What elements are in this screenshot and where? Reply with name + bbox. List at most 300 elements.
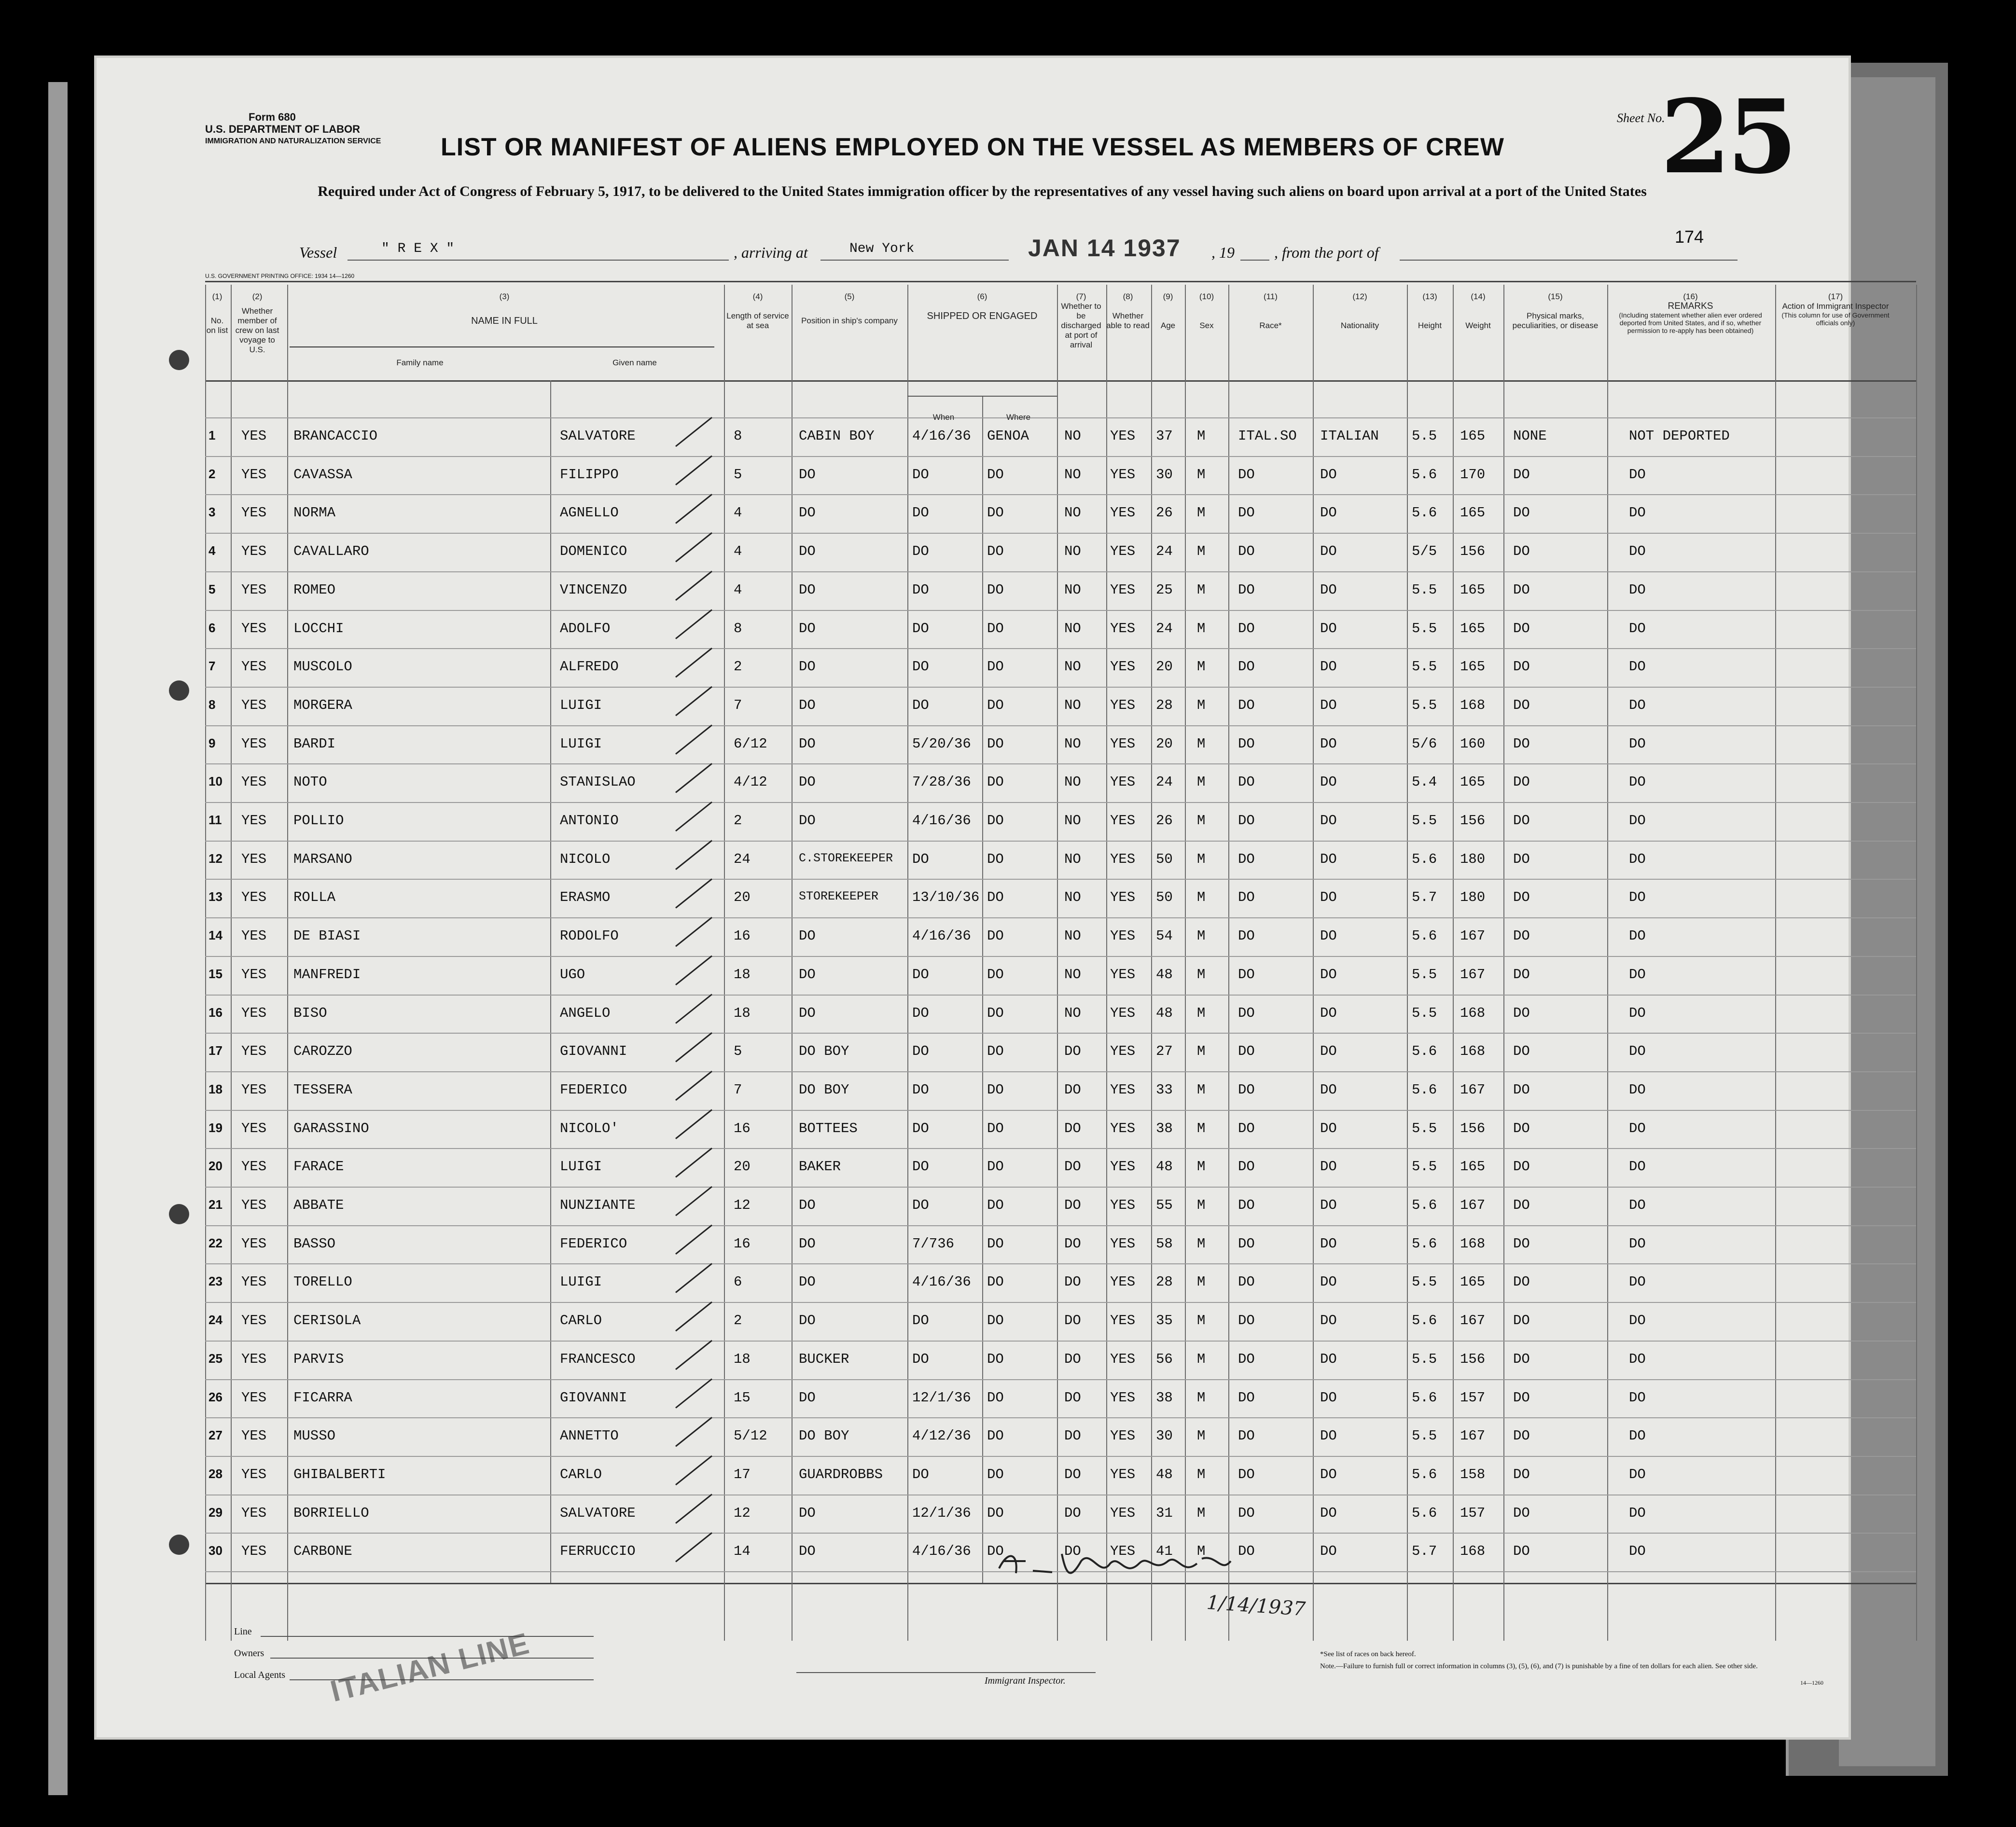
row-number: 26 <box>209 1389 222 1404</box>
tick-mark <box>676 610 712 639</box>
remarks-cell: DO <box>1629 1197 1646 1213</box>
tick-mark <box>676 841 712 870</box>
shipped-where-cell: DO <box>987 1466 1004 1482</box>
shipped-where-cell: DO <box>987 966 1004 983</box>
family-name-cell: MANFREDI <box>293 966 361 983</box>
col11-header: (11) Race* <box>1259 292 1282 330</box>
row-number: 22 <box>209 1235 222 1250</box>
shipped-where-cell: DO <box>987 1389 1004 1406</box>
read-cell: YES <box>1110 928 1136 944</box>
row-number: 27 <box>209 1428 222 1443</box>
discharged-cell: DO <box>1064 1313 1081 1329</box>
where-header: Where <box>1006 413 1031 422</box>
position-cell: DO <box>799 1005 816 1021</box>
given-name-cell: FRANCESCO <box>560 1351 636 1367</box>
col8-header: (8) Whether able to read <box>1106 292 1150 330</box>
family-name-cell: GARASSINO <box>293 1120 369 1136</box>
discharged-cell: NO <box>1064 774 1081 790</box>
sex-cell: M <box>1197 466 1206 483</box>
given-name-cell: ANTONIO <box>560 813 619 829</box>
remarks-cell: DO <box>1629 851 1646 867</box>
remarks-cell: DO <box>1629 1005 1646 1021</box>
family-name-cell: ABBATE <box>293 1197 344 1213</box>
read-cell: YES <box>1110 1159 1136 1175</box>
when-header: When <box>932 413 955 422</box>
discharged-cell: NO <box>1064 966 1081 983</box>
position-cell: DO BOY <box>799 1081 849 1098</box>
service-name: IMMIGRATION AND NATURALIZATION SERVICE <box>205 137 381 145</box>
age-cell: 35 <box>1156 1313 1173 1329</box>
position-cell: DO <box>799 1274 816 1290</box>
tick-mark <box>676 456 712 485</box>
read-cell: YES <box>1110 1505 1136 1521</box>
weight-cell: 165 <box>1460 581 1486 598</box>
read-cell: YES <box>1110 466 1136 483</box>
weight-cell: 167 <box>1460 966 1486 983</box>
marks-cell: DO <box>1513 1274 1530 1290</box>
remarks-cell: DO <box>1629 1159 1646 1175</box>
shipped-when-cell: 7/736 <box>912 1235 955 1252</box>
family-name-cell: CAROZZO <box>293 1043 352 1060</box>
sex-cell: M <box>1197 1197 1206 1213</box>
height-cell: 5.5 <box>1412 1159 1437 1175</box>
shipped-when-cell: DO <box>912 1081 929 1098</box>
family-name-cell: POLLIO <box>293 813 344 829</box>
family-name-cell: FARACE <box>293 1159 344 1175</box>
read-cell: YES <box>1110 1043 1136 1060</box>
row-number: 14 <box>209 928 222 943</box>
remarks-cell: DO <box>1629 928 1646 944</box>
shipped-where-cell: DO <box>987 851 1004 867</box>
service-cell: 4/12 <box>734 774 767 790</box>
read-cell: YES <box>1110 543 1136 560</box>
read-cell: YES <box>1110 659 1136 675</box>
nationality-cell: DO <box>1320 581 1337 598</box>
remarks-cell: DO <box>1629 1120 1646 1136</box>
department-name: U.S. DEPARTMENT OF LABOR <box>205 123 361 135</box>
read-cell: YES <box>1110 581 1136 598</box>
tick-mark <box>676 1379 712 1408</box>
binder-edge <box>48 82 68 1795</box>
shipped-when-cell: DO <box>912 505 929 521</box>
discharged-cell: DO <box>1064 1428 1081 1444</box>
age-cell: 27 <box>1156 1043 1173 1060</box>
crew-cell: YES <box>241 1197 267 1213</box>
tick-mark <box>676 1148 712 1177</box>
shipped-where-cell: DO <box>987 1428 1004 1444</box>
age-cell: 26 <box>1156 505 1173 521</box>
crew-cell: YES <box>241 1159 267 1175</box>
position-cell: C.STOREKEEPER <box>799 851 893 865</box>
height-cell: 5.7 <box>1412 889 1437 906</box>
col5-header: (5) Position in ship's company <box>801 292 898 325</box>
race-cell: DO <box>1238 1543 1255 1560</box>
nationality-cell: DO <box>1320 620 1337 637</box>
nationality-cell: DO <box>1320 889 1337 906</box>
col13-header: (13) Height <box>1418 292 1442 330</box>
race-cell: DO <box>1238 1505 1255 1521</box>
tick-mark <box>676 687 712 716</box>
service-cell: 4 <box>734 505 742 521</box>
race-cell: DO <box>1238 1197 1255 1213</box>
read-cell: YES <box>1110 735 1136 752</box>
crew-cell: YES <box>241 505 267 521</box>
arriving-label: , arriving at <box>734 244 808 261</box>
sex-cell: M <box>1197 1466 1206 1482</box>
service-cell: 2 <box>734 659 742 675</box>
row-number: 13 <box>209 889 222 904</box>
remarks-cell: DO <box>1629 1043 1646 1060</box>
shipped-when-cell: DO <box>912 543 929 560</box>
sex-cell: M <box>1197 889 1206 906</box>
row-number: 30 <box>209 1543 222 1558</box>
height-cell: 5.6 <box>1412 1197 1437 1213</box>
race-cell: DO <box>1238 1351 1255 1367</box>
row-number: 5 <box>209 581 216 596</box>
remarks-cell: DO <box>1629 1351 1646 1367</box>
line-label: Line <box>234 1626 252 1637</box>
weight-cell: 167 <box>1460 1313 1486 1329</box>
given-name-cell: FEDERICO <box>560 1235 627 1252</box>
position-cell: DO <box>799 735 816 752</box>
row-number: 4 <box>209 543 216 558</box>
row-number: 3 <box>209 505 216 520</box>
column-rule <box>1916 285 1917 1641</box>
shipped-when-cell: 12/1/36 <box>912 1505 971 1521</box>
given-name-cell: NUNZIANTE <box>560 1197 636 1213</box>
height-cell: 5.6 <box>1412 1466 1437 1482</box>
discharged-cell: DO <box>1064 1389 1081 1406</box>
crew-cell: YES <box>241 735 267 752</box>
shipped-when-cell: 4/16/36 <box>912 428 971 444</box>
nationality-cell: DO <box>1320 774 1337 790</box>
row-number: 2 <box>209 466 216 481</box>
height-cell: 5.6 <box>1412 1235 1437 1252</box>
read-cell: YES <box>1110 966 1136 983</box>
weight-cell: 160 <box>1460 735 1486 752</box>
service-cell: 6 <box>734 1274 742 1290</box>
crew-cell: YES <box>241 1313 267 1329</box>
position-cell: CABIN BOY <box>799 428 875 444</box>
race-cell: DO <box>1238 928 1255 944</box>
read-cell: YES <box>1110 1389 1136 1406</box>
read-cell: YES <box>1110 1274 1136 1290</box>
position-cell: DO <box>799 543 816 560</box>
marks-cell: DO <box>1513 1197 1530 1213</box>
position-cell: DO <box>799 774 816 790</box>
tick-mark <box>676 802 712 831</box>
shipped-where-cell: DO <box>987 1005 1004 1021</box>
position-cell: DO <box>799 1543 816 1560</box>
remarks-cell: NOT DEPORTED <box>1629 428 1730 444</box>
remarks-cell: DO <box>1629 1081 1646 1098</box>
discharged-cell: DO <box>1064 1505 1081 1521</box>
tick-mark <box>676 571 712 600</box>
marks-cell: DO <box>1513 813 1530 829</box>
service-cell: 20 <box>734 889 751 906</box>
sex-cell: M <box>1197 1274 1206 1290</box>
height-cell: 5.5 <box>1412 1005 1437 1021</box>
given-name-cell: FILIPPO <box>560 466 619 483</box>
height-cell: 5.6 <box>1412 505 1437 521</box>
row-number: 12 <box>209 851 222 866</box>
position-cell: GUARDROBBS <box>799 1466 883 1482</box>
row-number: 20 <box>209 1159 222 1174</box>
given-name-cell: GIOVANNI <box>560 1043 627 1060</box>
read-cell: YES <box>1110 1081 1136 1098</box>
discharged-cell: NO <box>1064 505 1081 521</box>
discharged-cell: DO <box>1064 1235 1081 1252</box>
col16-header: (16) REMARKS (Including statement whether alien ever ordered deported from United States, and if so, whether permission to re-apply has been obtained) <box>1619 292 1762 334</box>
family-name-cell: CAVALLARO <box>293 543 369 560</box>
weight-cell: 157 <box>1460 1389 1486 1406</box>
remarks-cell: DO <box>1629 1466 1646 1482</box>
crew-cell: YES <box>241 774 267 790</box>
age-cell: 48 <box>1156 1159 1173 1175</box>
shipped-where-cell: DO <box>987 1235 1004 1252</box>
shipped-when-cell: DO <box>912 1197 929 1213</box>
given-name-cell: AGNELLO <box>560 505 619 521</box>
shipped-where-cell: DO <box>987 1274 1004 1290</box>
col14-header: (14) Weight <box>1465 292 1491 330</box>
shipped-when-cell: 7/28/36 <box>912 774 971 790</box>
service-cell: 5 <box>734 466 742 483</box>
shipped-when-cell: 4/12/36 <box>912 1428 971 1444</box>
age-cell: 54 <box>1156 928 1173 944</box>
age-cell: 25 <box>1156 581 1173 598</box>
col9-header: (9) Age <box>1160 292 1176 330</box>
remarks-cell: DO <box>1629 774 1646 790</box>
family-name-cell: BASSO <box>293 1235 336 1252</box>
row-number: 15 <box>209 966 222 981</box>
remarks-cell: DO <box>1629 735 1646 752</box>
tick-mark <box>676 494 712 523</box>
given-name-cell: ADOLFO <box>560 620 611 637</box>
row-number: 29 <box>209 1505 222 1520</box>
weight-cell: 157 <box>1460 1505 1486 1521</box>
shipped-when-cell: DO <box>912 1313 929 1329</box>
marks-cell: DO <box>1513 1159 1530 1175</box>
age-cell: 41 <box>1156 1543 1173 1560</box>
nationality-cell: DO <box>1320 735 1337 752</box>
shipped-where-cell: DO <box>987 543 1004 560</box>
remarks-cell: DO <box>1629 966 1646 983</box>
nationality-cell: DO <box>1320 1235 1337 1252</box>
shipped-when-cell: 4/16/36 <box>912 813 971 829</box>
shipped-where-cell: DO <box>987 889 1004 906</box>
marks-cell: DO <box>1513 697 1530 713</box>
crew-cell: YES <box>241 1389 267 1406</box>
shipped-when-cell: DO <box>912 1043 929 1060</box>
given-name-cell: NICOLO <box>560 851 611 867</box>
marks-cell: DO <box>1513 1081 1530 1098</box>
height-cell: 5.6 <box>1412 1389 1437 1406</box>
col2-header: (2) Whether member of crew on last voyage to U.S. <box>235 292 279 354</box>
race-cell: ITAL.SO <box>1238 428 1297 444</box>
inspector-signature <box>989 1535 1356 1602</box>
shipped-where-cell: DO <box>987 620 1004 637</box>
nationality-cell: DO <box>1320 1159 1337 1175</box>
discharged-cell: DO <box>1064 1466 1081 1482</box>
crew-cell: YES <box>241 428 267 444</box>
weight-cell: 167 <box>1460 1197 1486 1213</box>
shipped-where-cell: DO <box>987 697 1004 713</box>
shipped-where-cell: DO <box>987 1505 1004 1521</box>
weight-cell: 165 <box>1460 1159 1486 1175</box>
nationality-cell: DO <box>1320 1081 1337 1098</box>
sex-cell: M <box>1197 851 1206 867</box>
manifest-sheet <box>97 58 1890 1737</box>
service-cell: 20 <box>734 1159 751 1175</box>
shipped-when-cell: DO <box>912 966 929 983</box>
crew-cell: YES <box>241 1005 267 1021</box>
crew-cell: YES <box>241 1351 267 1367</box>
inspector-tick-marks <box>97 58 1849 1737</box>
read-cell: YES <box>1110 1428 1136 1444</box>
height-cell: 5.7 <box>1412 1543 1437 1560</box>
sex-cell: M <box>1197 1043 1206 1060</box>
age-cell: 24 <box>1156 620 1173 637</box>
given-name-cell: ANGELO <box>560 1005 611 1021</box>
weight-cell: 168 <box>1460 1543 1486 1560</box>
service-cell: 18 <box>734 966 751 983</box>
manifest-subtitle: Required under Act of Congress of February 5, 1917, to be delivered to the United States immigration officer by the representatives of any vessel having such aliens on board upon arrival at a port of the United States <box>318 183 1647 199</box>
shipped-where-cell: DO <box>987 1159 1004 1175</box>
weight-cell: 168 <box>1460 1235 1486 1252</box>
shipped-where-cell: DO <box>987 466 1004 483</box>
race-cell: DO <box>1238 505 1255 521</box>
race-cell: DO <box>1238 735 1255 752</box>
race-cell: DO <box>1238 466 1255 483</box>
remarks-cell: DO <box>1629 1428 1646 1444</box>
family-name-cell: BORRIELLO <box>293 1505 369 1521</box>
crew-cell: YES <box>241 1543 267 1560</box>
form-code: 14—1260 <box>1800 1679 1823 1686</box>
given-name-cell: LUIGI <box>560 735 602 752</box>
family-name-cell: BARDI <box>293 735 336 752</box>
given-name-cell: LUIGI <box>560 1159 602 1175</box>
sex-cell: M <box>1197 813 1206 829</box>
vessel-label: Vessel <box>299 244 337 261</box>
shipped-when-cell: 4/16/36 <box>912 1543 971 1560</box>
age-cell: 38 <box>1156 1120 1173 1136</box>
height-cell: 5.5 <box>1412 813 1437 829</box>
shipped-where-cell: DO <box>987 1543 1004 1560</box>
tick-mark <box>676 1110 712 1139</box>
crew-cell: YES <box>241 966 267 983</box>
race-cell: DO <box>1238 1235 1255 1252</box>
crew-cell: YES <box>241 889 267 906</box>
discharged-cell: NO <box>1064 543 1081 560</box>
marks-cell: DO <box>1513 581 1530 598</box>
height-cell: 5.6 <box>1412 1505 1437 1521</box>
position-cell: DO <box>799 1505 816 1521</box>
sex-cell: M <box>1197 1351 1206 1367</box>
sex-cell: M <box>1197 1005 1206 1021</box>
service-cell: 17 <box>734 1466 751 1482</box>
shipped-when-cell: DO <box>912 659 929 675</box>
nationality-cell: DO <box>1320 1466 1337 1482</box>
height-cell: 5/5 <box>1412 543 1437 560</box>
given-name-cell: FEDERICO <box>560 1081 627 1098</box>
discharged-cell: NO <box>1064 1005 1081 1021</box>
position-cell: DO <box>799 1235 816 1252</box>
nationality-cell: DO <box>1320 697 1337 713</box>
family-name-cell: ROLLA <box>293 889 336 906</box>
shipped-where-cell: DO <box>987 1313 1004 1329</box>
position-cell: DO <box>799 659 816 675</box>
marks-cell: DO <box>1513 735 1530 752</box>
height-cell: 5/6 <box>1412 735 1437 752</box>
family-name-cell: MUSCOLO <box>293 659 352 675</box>
col12-header: (12) Nationality <box>1340 292 1379 330</box>
service-cell: 7 <box>734 697 742 713</box>
tick-mark <box>676 1033 712 1062</box>
discharged-cell: DO <box>1064 1197 1081 1213</box>
shipped-where-cell: DO <box>987 505 1004 521</box>
crew-cell: YES <box>241 851 267 867</box>
discharged-cell: DO <box>1064 1081 1081 1098</box>
age-cell: 56 <box>1156 1351 1173 1367</box>
discharged-cell: NO <box>1064 928 1081 944</box>
given-name-cell: ALFREDO <box>560 659 619 675</box>
race-cell: DO <box>1238 1005 1255 1021</box>
family-name-cell: TESSERA <box>293 1081 352 1098</box>
sheet-label: Sheet No. <box>1617 111 1665 125</box>
shipped-where-cell: DO <box>987 1351 1004 1367</box>
shipped-where-cell: GENOA <box>987 428 1029 444</box>
nationality-cell: DO <box>1320 1274 1337 1290</box>
height-cell: 5.5 <box>1412 428 1437 444</box>
shipped-when-cell: 4/16/36 <box>912 1274 971 1290</box>
shipped-when-cell: DO <box>912 466 929 483</box>
nationality-cell: DO <box>1320 1197 1337 1213</box>
sex-cell: M <box>1197 581 1206 598</box>
sex-cell: M <box>1197 428 1206 444</box>
service-cell: 24 <box>734 851 751 867</box>
sex-cell: M <box>1197 928 1206 944</box>
nationality-cell: DO <box>1320 1313 1337 1329</box>
shipped-where-cell: DO <box>987 735 1004 752</box>
family-name-cell: CAVASSA <box>293 466 352 483</box>
sex-cell: M <box>1197 1120 1206 1136</box>
given-name-cell: FERRUCCIO <box>560 1543 636 1560</box>
row-number: 19 <box>209 1120 222 1135</box>
position-cell: DO <box>799 697 816 713</box>
given-name-cell: DOMENICO <box>560 543 627 560</box>
nationality-cell: DO <box>1320 505 1337 521</box>
form-number: Form 680 <box>249 111 296 123</box>
weight-cell: 180 <box>1460 851 1486 867</box>
discharged-cell: DO <box>1064 1351 1081 1367</box>
shipped-where-cell: DO <box>987 1120 1004 1136</box>
age-cell: 28 <box>1156 697 1173 713</box>
age-cell: 38 <box>1156 1389 1173 1406</box>
race-cell: DO <box>1238 1428 1255 1444</box>
nationality-cell: ITALIAN <box>1320 428 1379 444</box>
tick-mark <box>676 879 712 908</box>
remarks-cell: DO <box>1629 1274 1646 1290</box>
given-name-cell: GIOVANNI <box>560 1389 627 1406</box>
remarks-cell: DO <box>1629 1389 1646 1406</box>
sex-cell: M <box>1197 1428 1206 1444</box>
marks-cell: DO <box>1513 889 1530 906</box>
marks-cell: DO <box>1513 1389 1530 1406</box>
weight-cell: 180 <box>1460 889 1486 906</box>
remarks-cell: DO <box>1629 1505 1646 1521</box>
age-cell: 30 <box>1156 466 1173 483</box>
remarks-cell: DO <box>1629 697 1646 713</box>
